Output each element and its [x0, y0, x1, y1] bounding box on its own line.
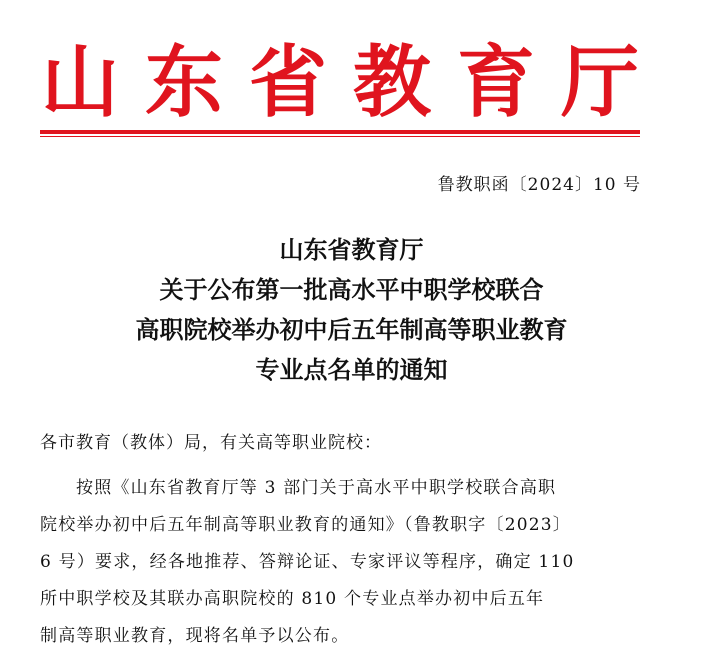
body-line: 6 号）要求，经各地推荐、答辩论证、专家评议等程序，确定 110 — [40, 552, 575, 572]
masthead-char: 省 — [248, 38, 327, 128]
masthead-char: 山 — [40, 38, 119, 128]
title-line: 专业点名单的通知 — [255, 356, 448, 384]
title-line: 高职院校举办初中后五年制高等职业教育 — [135, 316, 568, 344]
salutation: 各市教育（教体）局，有关高等职业院校： — [40, 433, 382, 453]
masthead-char: 厅 — [560, 38, 639, 128]
body-line: 所中职学校及其联办高职院校的 810 个专业点举办初中后五年 — [40, 589, 545, 609]
title-line: 山东省教育厅 — [279, 236, 424, 264]
body-text — [40, 470, 660, 655]
masthead-rule-thick — [40, 130, 640, 134]
document-title — [0, 230, 703, 390]
masthead-char: 教 — [352, 38, 431, 128]
body-line: 按照《山东省教育厅等 3 部门关于高水平中职学校联合高职 — [76, 478, 557, 498]
masthead-rule-thin — [40, 136, 640, 137]
body-line: 制高等职业教育，现将名单予以公布。 — [40, 626, 350, 646]
masthead-char: 育 — [456, 38, 535, 128]
body-line: 院校举办初中后五年制高等职业教育的通知》（鲁教职字〔2023〕 — [40, 515, 571, 535]
document-number: 鲁教职函〔2024〕10 号 — [437, 175, 641, 195]
title-line: 关于公布第一批高水平中职学校联合 — [159, 276, 544, 304]
masthead-title — [40, 38, 640, 128]
masthead-char: 东 — [144, 38, 223, 128]
